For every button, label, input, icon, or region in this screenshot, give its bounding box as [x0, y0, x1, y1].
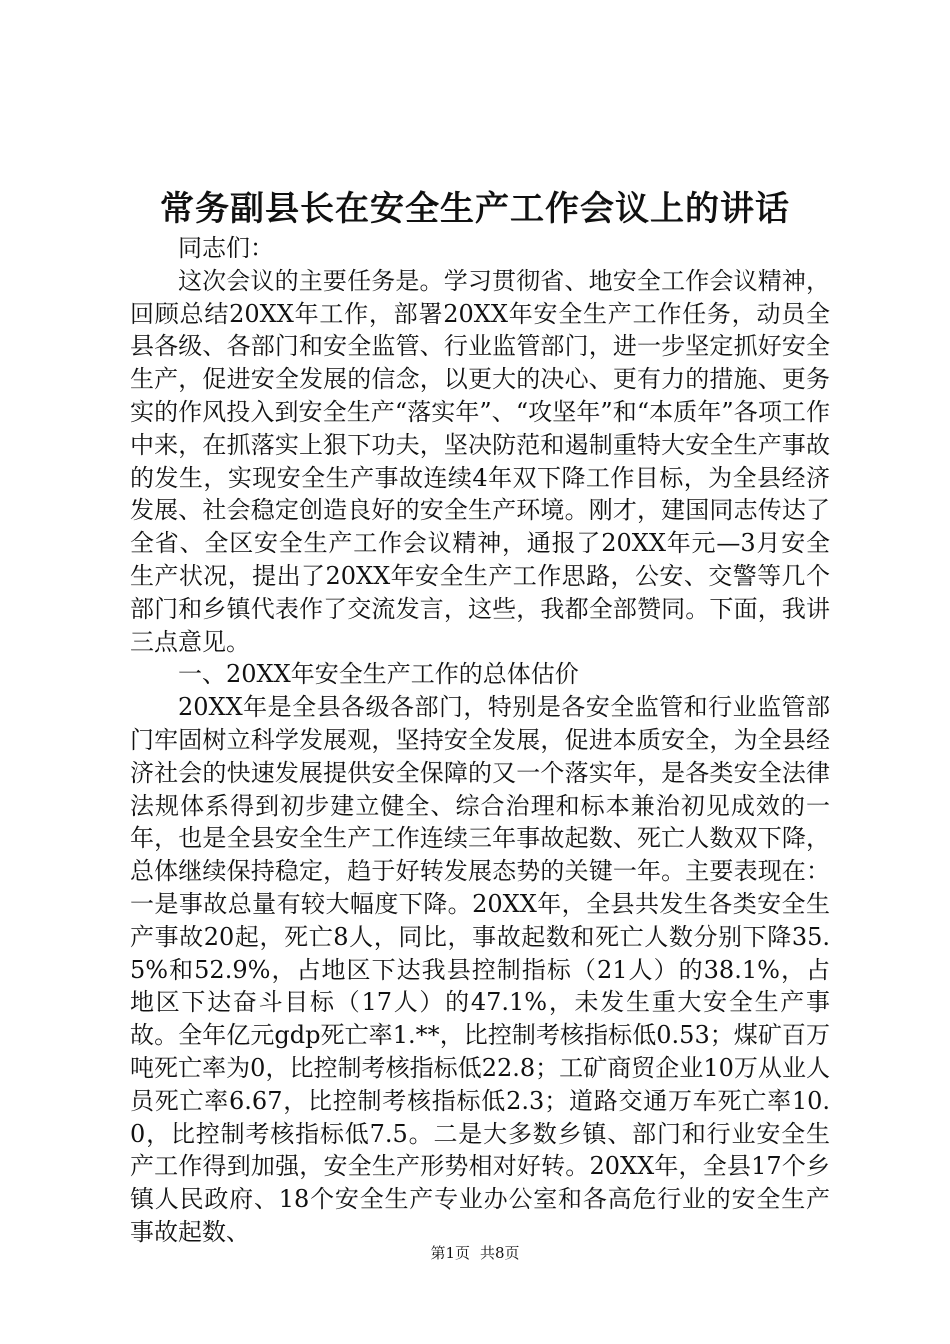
intro-paragraph: 这次会议的主要任务是。学习贯彻省、地安全工作会议精神，回顾总结20XX年工作，部署20XX年安全生产工作任务，动员全县各级、各部门和安全监管、行业监管部门，进一步坚定抓好安全生产，促进安全发展的信念，以更大的决心、更有力的措施、更务实的作风投入到安全生产“落实年”、“攻坚年”和“本质年”各项工作中来，在抓落实上狠下功夫，坚决防范和遏制重特大安全生产事故的发生，实现安全生产事故连续4年双下降工作目标，为全县经济发展、社会稳定创造良好的安全生产环境。刚才，建国同志传达了全省、全区安全生产工作会议精神，通报了20XX年元—3月安全生产状况，提出了20XX年安全生产工作思路，公安、交警等几个部门和乡镇代表作了交流发言，这些，我都全部赞同。下面，我讲三点意见。 — [130, 266, 830, 656]
page-number: 第1页 — [430, 1244, 470, 1262]
document-body — [130, 232, 830, 1249]
document-title: 常务副县长在安全生产工作会议上的讲话 — [160, 189, 790, 229]
page-total: 共8页 — [480, 1244, 520, 1262]
section-heading: 一、20XX年安全生产工作的总体估价 — [178, 660, 579, 689]
salutation-paragraph: 同志们： — [178, 234, 274, 262]
page-footer — [0, 1243, 950, 1263]
section-body-paragraph: 20XX年是全县各级各部门，特别是各安全监管和行业监管部门牢固树立科学发展观，坚持安全发展，促进本质安全，为全县经济社会的快速发展提供安全保障的又一个落实年，是各类安全法律法规体系得到初步建立健全、综合治理和标本兼治初见成效的一年，也是全县安全生产工作连续三年事故起数、死亡人数双下降，总体继续保持稳定，趋于好转发展态势的关键一年。主要表现在：一是事故总量有较大幅度下降。20XX年，全县共发生各类安全生产事故20起，死亡8人，同比，事故起数和死亡人数分别下降35.5%和52.9%，占地区下达我县控制指标（21人）的38.1%，占地区下达奋斗目标（17人）的47.1%，未发生重大安全生产事故。全年亿元gdp死亡率1.**，比控制考核指标低0.53；煤矿百万吨死亡率为0，比控制考核指标低22.8；工矿商贸企业10万从业人员死亡率6.67，比控制考核指标低2.3；道路交通万车死亡率10.0，比控制考核指标低7.5。二是大多数乡镇、部门和行业安全生产工作得到加强，安全生产形势相对好转。20XX年，全县17个乡镇人民政府、18个安全生产专业办公室和各高危行业的安全生产事故起数、 — [130, 693, 830, 1246]
